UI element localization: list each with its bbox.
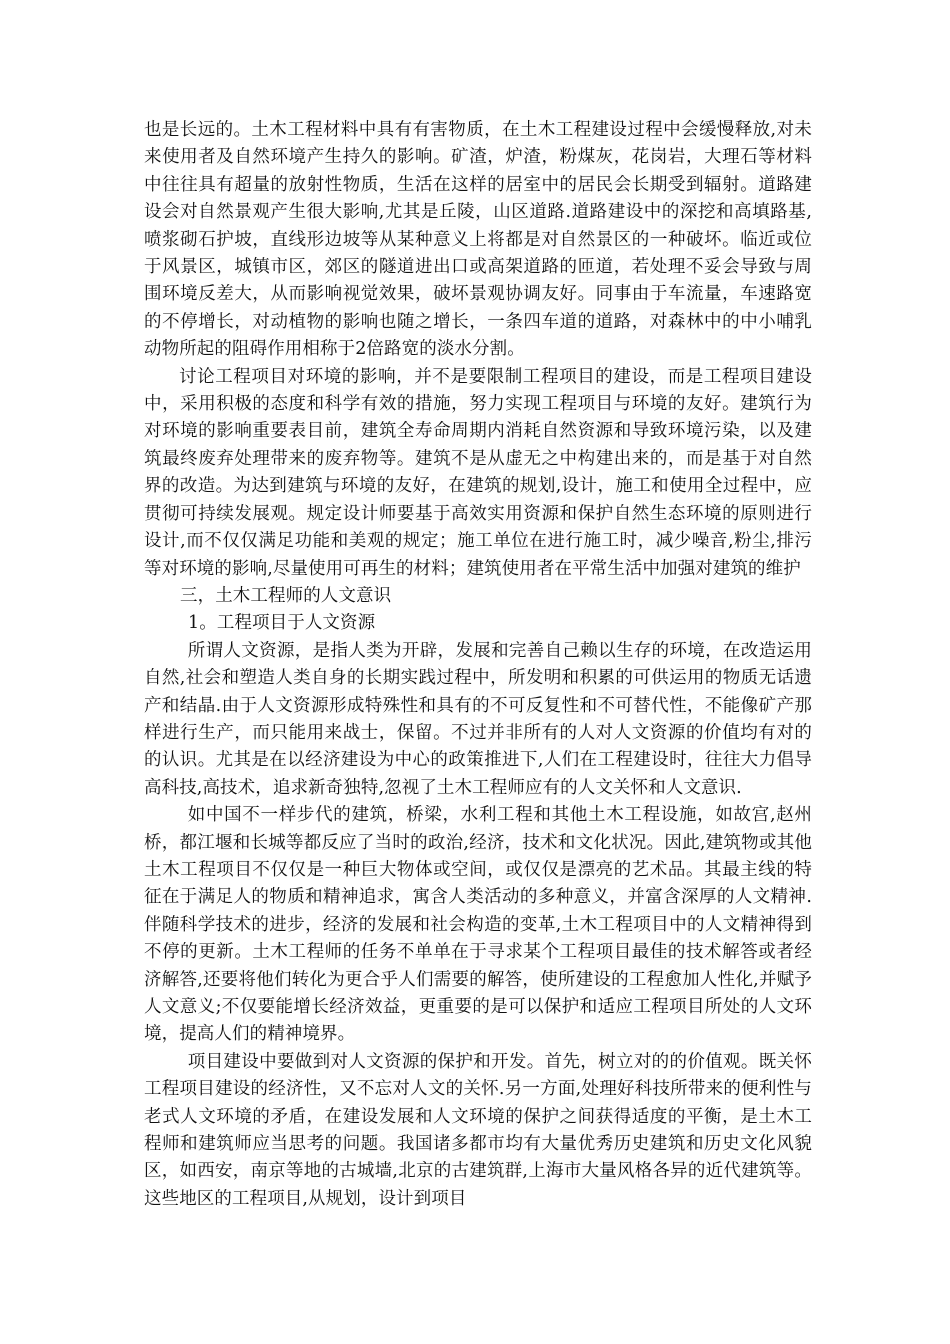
paragraph-resource-protection: 项目建设中要做到对人文资源的保护和开发。首先，树立对的的价值观。既关怀工程项目建设的经济性，又不忘对人文的关怀.另一方面,处理好科技所带来的便利性与老式人文环境的矛盾，在建设发展和人文环境的保护之间获得适度的平衡，是土木工程师和建筑师应当思考的问题。我国诸多都市均有大量优秀历史建筑和历史文化风貌区，如西安，南京等地的古城墙,北京的古建筑群,上海市大量风格各异的近代建筑等。这些地区的工程项目,从规划，设计到项目 xyxy=(144,1051,812,1209)
paragraph-project-environment: 讨论工程项目对环境的影响，并不是要限制工程项目的建设，而是工程项目建设中，采用积极的态度和科学有效的措施，努力实现工程项目与环境的友好。建筑行为对环境的影响重要表目前，建筑全寿命周期内消耗自然资源和导致环境污染，以及建筑最终废弃处理带来的废弃物等。建筑不是从虚无之中构建出来的，而是基于对自然界的改造。为达到建筑与环境的友好，在建筑的规划,设计，施工和使用全过程中，应贯彻可持续发展观。规定设计师要基于高效实用资源和保护自然生态环境的原则进行设计,而不仅仅满足功能和美观的规定；施工单位在进行施工时，减少噪音,粉尘,排污等对环境的影响,尽量使用可再生的材料；建筑使用者在平常生活中加强对建筑的维护 xyxy=(144,366,812,579)
subsection-heading: 1。工程项目于人文资源 xyxy=(188,613,376,634)
paragraph-humanistic-resources: 所谓人文资源，是指人类为开辟，发展和完善自己赖以生存的环境，在改造运用自然,社会和塑造人类自身的长期实践过程中，所发明和积累的可供运用的物质无话遗产和结晶.由于人文资源形成特殊性和具有的不可反复性和不可替代性，不能像矿产那样进行生产，而只能用来战士，保留。不过并非所有的人对人文资源的价值均有对的的认识。尤其是在以经济建设为中心的政策推进下,人们在工程建设时，往往大力倡导高科技,高技术，追求新奇独特,忽视了土木工程师应有的人文关怀和人文意识. xyxy=(144,640,812,798)
section-heading: 三，土木工程师的人文意识 xyxy=(180,585,392,606)
paragraph-environmental-impact: 也是长远的。土木工程材料中具有有害物质，在土木工程建设过程中会缓慢释放,对未来使用者及自然环境产生持久的影响。矿渣，炉渣，粉煤灰，花岗岩，大理石等材料中往往具有超量的放射性物质，生活在这样的居室中的居民会长期受到辐射。道路建设会对自然景观产生很大影响,尤其是丘陵，山区道路.道路建设中的深挖和高填路基,喷浆砌石护坡，直线形边坡等从某种意义上将都是对自然景区的一种破坏。临近或位于风景区，城镇市区，郊区的隧道进出口或高架道路的匝道，若处理不妥会导致与周围环境反差大，从而影响视觉效果，破坏景观协调友好。同事由于车流量，车速路宽的不停增长，对动植物的影响也随之增长，一条四车道的道路，对森林中的中小哺乳动物所起的阻碍作用相称于2倍路宽的淡水分割。 xyxy=(144,120,812,360)
paragraph-chinese-architecture: 如中国不一样步代的建筑，桥梁，水利工程和其他土木工程设施，如故宫,赵州桥，都江堰和长城等都反应了当时的政治,经济，技术和文化状况。因此,建筑物或其他土木工程项目不仅仅是一种巨大物体或空间，或仅仅是漂亮的艺术品。其最主线的特征在于满足人的物质和精神追求，寓含人类活动的多种意义，并富含深厚的人文精神.伴随科学技术的进步，经济的发展和社会构造的变革,土木工程项目中的人文精神得到不停的更新。土木工程师的任务不单单在于寻求某个工程项目最佳的技术解答或者经济解答,还要将他们转化为更合乎人们需要的解答，使所建设的工程愈加人性化,并赋予人文意义;不仅要能增长经济效益，更重要的是可以保护和适应工程项目所处的人文环境，提高人们的精神境界。 xyxy=(144,805,812,1045)
document-page xyxy=(144,117,812,1213)
